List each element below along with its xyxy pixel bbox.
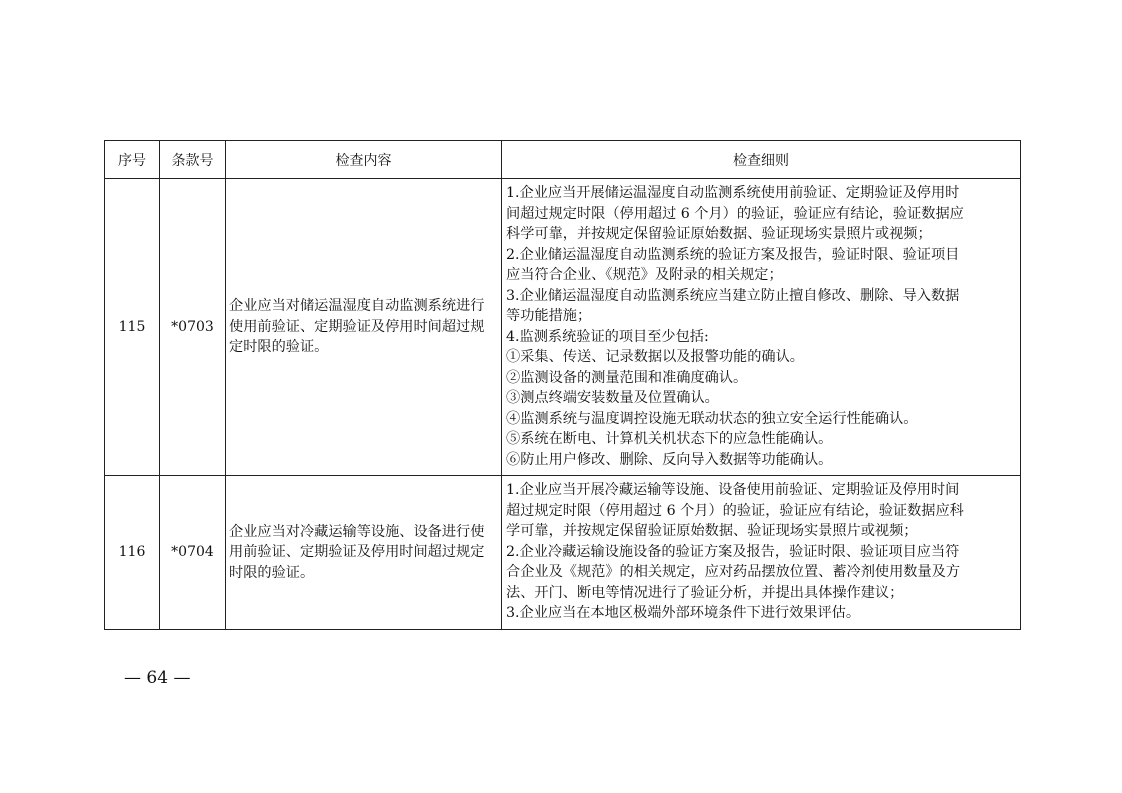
- row-inspection-content: 企业应当对储运温湿度自动监测系统进行使用前验证、定期验证及停用时间超过规定时限的验证。: [226, 179, 502, 476]
- detail-line: 4.监测系统验证的项目至少包括:: [506, 328, 709, 345]
- row-serial-number: 116: [105, 476, 160, 630]
- row-inspection-details: [502, 476, 1021, 630]
- detail-line: ②监测设备的测量范围和准确度确认。: [506, 369, 748, 386]
- header-inspection-details: 检查细则: [502, 141, 1021, 179]
- detail-line: 间超过规定时限（停用超过 6 个月）的验证，验证应有结论，验证数据应: [506, 205, 964, 222]
- detail-line: 1.企业应当开展冷藏运输等设施、设备使用前验证、定期验证及停用时间: [506, 482, 960, 498]
- detail-line: 1.企业应当开展储运温湿度自动监测系统使用前验证、定期验证及停用时: [506, 185, 960, 201]
- header-inspection-content: 检查内容: [226, 141, 502, 179]
- row-inspection-details: [502, 179, 1021, 476]
- inspection-table: [104, 140, 1021, 630]
- detail-line: ⑤系统在断电、计算机关机状态下的应急性能确认。: [506, 431, 833, 447]
- detail-line: 应当符合企业、《规范》及附录的相关规定；: [506, 267, 783, 283]
- table-header-row: [105, 141, 1021, 179]
- detail-line: ④监测系统与温度调控设施无联动状态的独立安全运行性能确认。: [506, 410, 918, 427]
- detail-line: ⑥防止用户修改、删除、反向导入数据等功能确认。: [506, 451, 833, 468]
- detail-line: 3.企业储运温湿度自动监测系统应当建立防止擅自修改、删除、导入数据: [506, 287, 960, 304]
- row-serial-number: 115: [105, 179, 160, 476]
- detail-line: 3.企业应当在本地区极端外部环境条件下进行效果评估。: [506, 605, 861, 621]
- detail-line: ①采集、传送、记录数据以及报警功能的确认。: [506, 349, 804, 365]
- header-serial-number: 序号: [105, 141, 160, 179]
- detail-line: 2.企业储运温湿度自动监测系统的验证方案及报告，验证时限、验证项目: [506, 246, 960, 263]
- table-row: [105, 476, 1021, 630]
- detail-line: ③测点终端安装数量及位置确认。: [506, 390, 719, 406]
- page-number: — 64 —: [124, 668, 191, 688]
- detail-line: 科学可靠，并按规定保留验证原始数据、验证现场实景照片或视频；: [506, 226, 932, 242]
- detail-line: 2.企业冷藏运输设施设备的验证方案及报告，验证时限、验证项目应当符: [506, 543, 960, 560]
- detail-line: 超过规定时限（停用超过 6 个月）的验证，验证应有结论，验证数据应科: [506, 502, 964, 519]
- detail-line: 法、开门、断电等情况进行了验证分析，并提出具体操作建议；: [506, 584, 904, 601]
- detail-line: 学可靠，并按规定保留验证原始数据、验证现场实景照片或视频；: [506, 523, 918, 539]
- table-row: [105, 179, 1021, 476]
- detail-line: 合企业及《规范》的相关规定，应对药品摆放位置、蓄冷剂使用数量及方: [506, 564, 961, 580]
- row-clause-number: *0704: [160, 476, 226, 630]
- header-clause-number: 条款号: [160, 141, 226, 179]
- detail-line: 等功能措施；: [506, 308, 592, 324]
- row-inspection-content: 企业应当对冷藏运输等设施、设备进行使用前验证、定期验证及停用时间超过规定时限的验证。: [226, 476, 502, 630]
- row-clause-number: *0703: [160, 179, 226, 476]
